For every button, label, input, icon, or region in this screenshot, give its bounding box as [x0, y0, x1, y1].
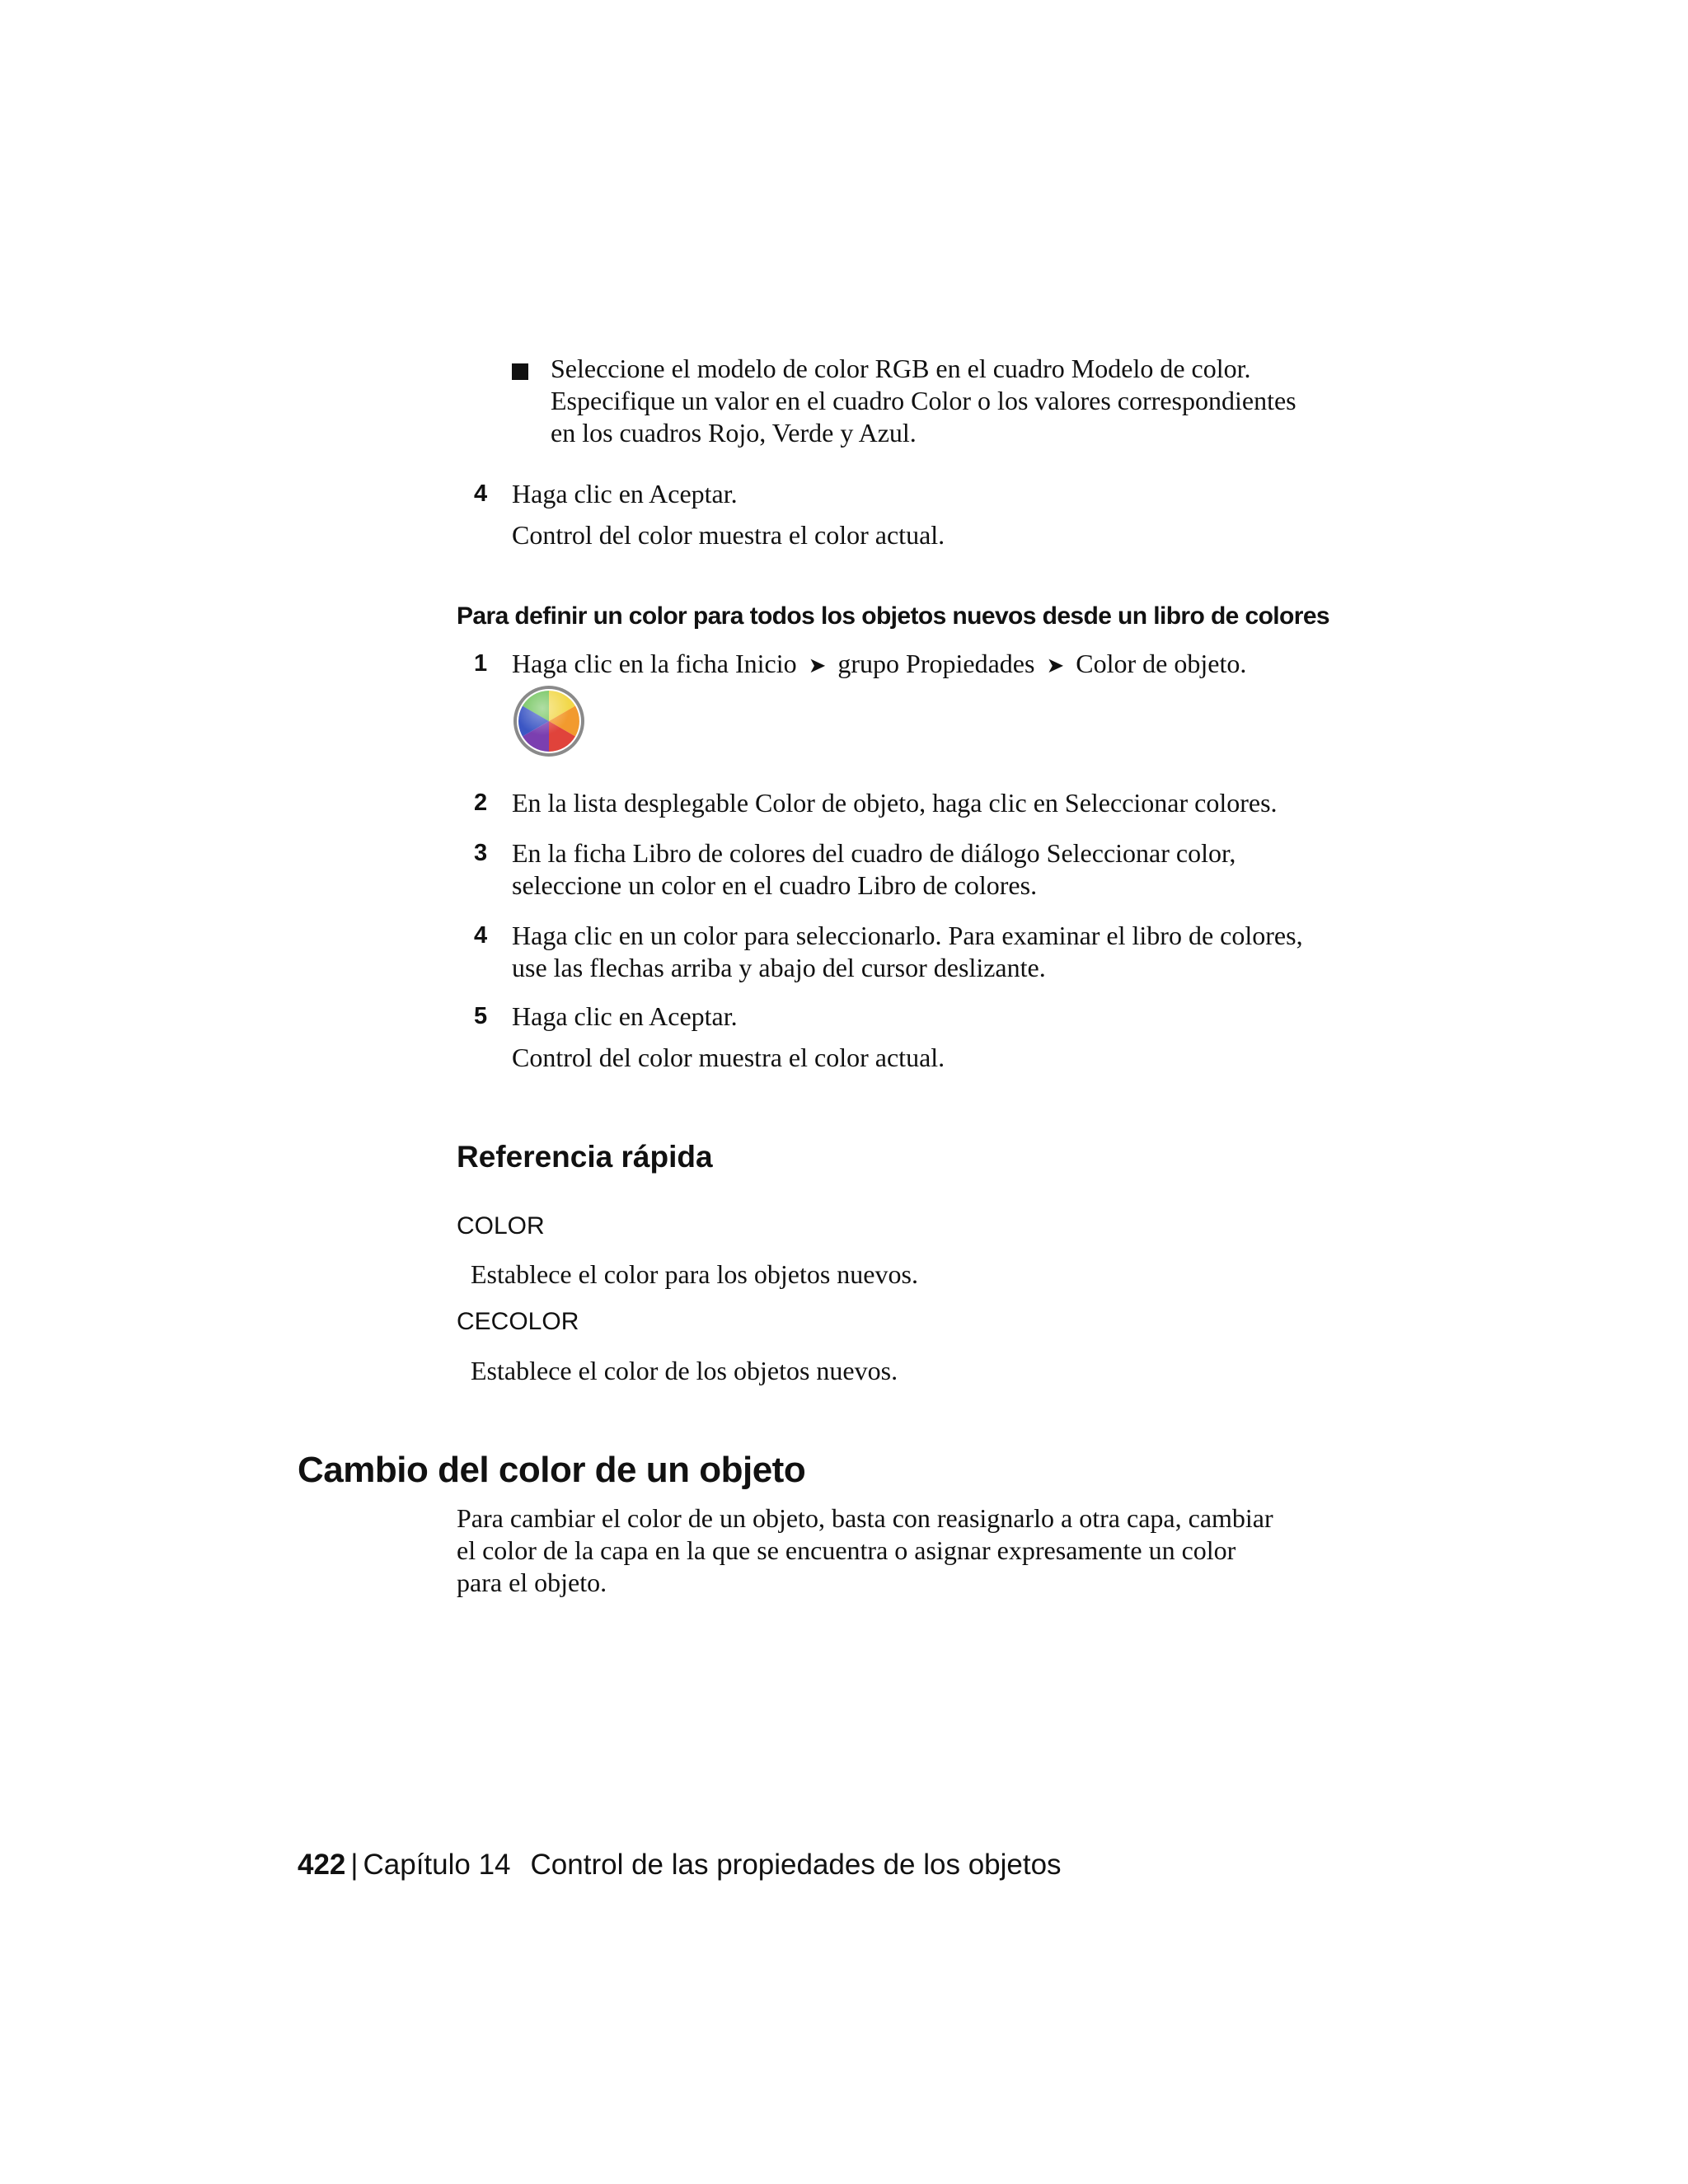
- step-text: [512, 648, 1353, 682]
- bullet-item-text: [551, 353, 1375, 449]
- bullet-line: en los cuadros Rojo, Verde y Azul.: [551, 418, 917, 448]
- step-result-text: Control del color muestra el color actual.: [512, 520, 945, 550]
- chapter-title: Control de las propiedades de los objetos: [530, 1849, 1062, 1881]
- footer-separator: |: [350, 1849, 359, 1881]
- body-line: el color de la capa en la que se encuentra o asignar expresamente un color: [457, 1535, 1236, 1565]
- step-text: En la lista desplegable Color de objeto, haga clic en Seleccionar colores.: [512, 788, 1278, 818]
- step-number: 2: [474, 790, 488, 816]
- step-line: En la ficha Libro de colores del cuadro de diálogo Seleccionar color,: [512, 838, 1236, 868]
- step-text: [512, 920, 1353, 984]
- step-part: Haga clic en la ficha Inicio: [512, 649, 797, 678]
- step-number: 4: [474, 922, 488, 949]
- arrow-icon: ➤: [808, 654, 827, 678]
- bullet-line: Especifique un valor en el cuadro Color o los valores correspondientes: [551, 386, 1296, 415]
- step-line: use las flechas arriba y abajo del cursor deslizante.: [512, 953, 1046, 982]
- command-description: Establece el color para los objetos nuevos.: [471, 1259, 918, 1289]
- quick-reference-heading: Referencia rápida: [457, 1140, 713, 1174]
- section-title: Cambio del color de un objeto: [298, 1450, 806, 1490]
- procedure-heading: Para definir un color para todos los objetos nuevos desde un libro de colores: [457, 602, 1330, 630]
- step-number: 4: [474, 480, 488, 507]
- step-result-text: Control del color muestra el color actual.: [512, 1043, 945, 1072]
- command-name[interactable]: COLOR: [457, 1212, 545, 1240]
- section-body: [457, 1502, 1363, 1599]
- step-number: 1: [474, 650, 488, 677]
- step-text: [512, 837, 1353, 902]
- page-footer: [298, 1847, 1062, 1883]
- body-line: Para cambiar el color de un objeto, basta con reasignarlo a otra capa, cambiar: [457, 1503, 1273, 1533]
- body-line: para el objeto.: [457, 1568, 607, 1597]
- step-part: grupo Propiedades: [837, 649, 1035, 678]
- chapter-label: Capítulo 14: [363, 1849, 511, 1881]
- step-number: 3: [474, 840, 488, 866]
- command-description: Establece el color de los objetos nuevos.: [471, 1356, 898, 1385]
- step-line: Haga clic en un color para seleccionarlo. Para examinar el libro de colores,: [512, 921, 1303, 950]
- page-number: 422: [298, 1849, 346, 1881]
- bullet-square-icon: [512, 363, 528, 380]
- step-number: 5: [474, 1003, 488, 1029]
- step-part: Color de objeto.: [1076, 649, 1247, 678]
- color-wheel-gloss: [517, 689, 581, 753]
- color-wheel-icon: [512, 684, 586, 758]
- command-name[interactable]: CECOLOR: [457, 1308, 579, 1335]
- arrow-icon: ➤: [1046, 654, 1065, 678]
- step-text: Haga clic en Aceptar.: [512, 479, 738, 509]
- step-text: Haga clic en Aceptar.: [512, 1001, 738, 1031]
- bullet-line: Seleccione el modelo de color RGB en el cuadro Modelo de color.: [551, 354, 1251, 383]
- step-line: seleccione un color en el cuadro Libro de colores.: [512, 870, 1038, 900]
